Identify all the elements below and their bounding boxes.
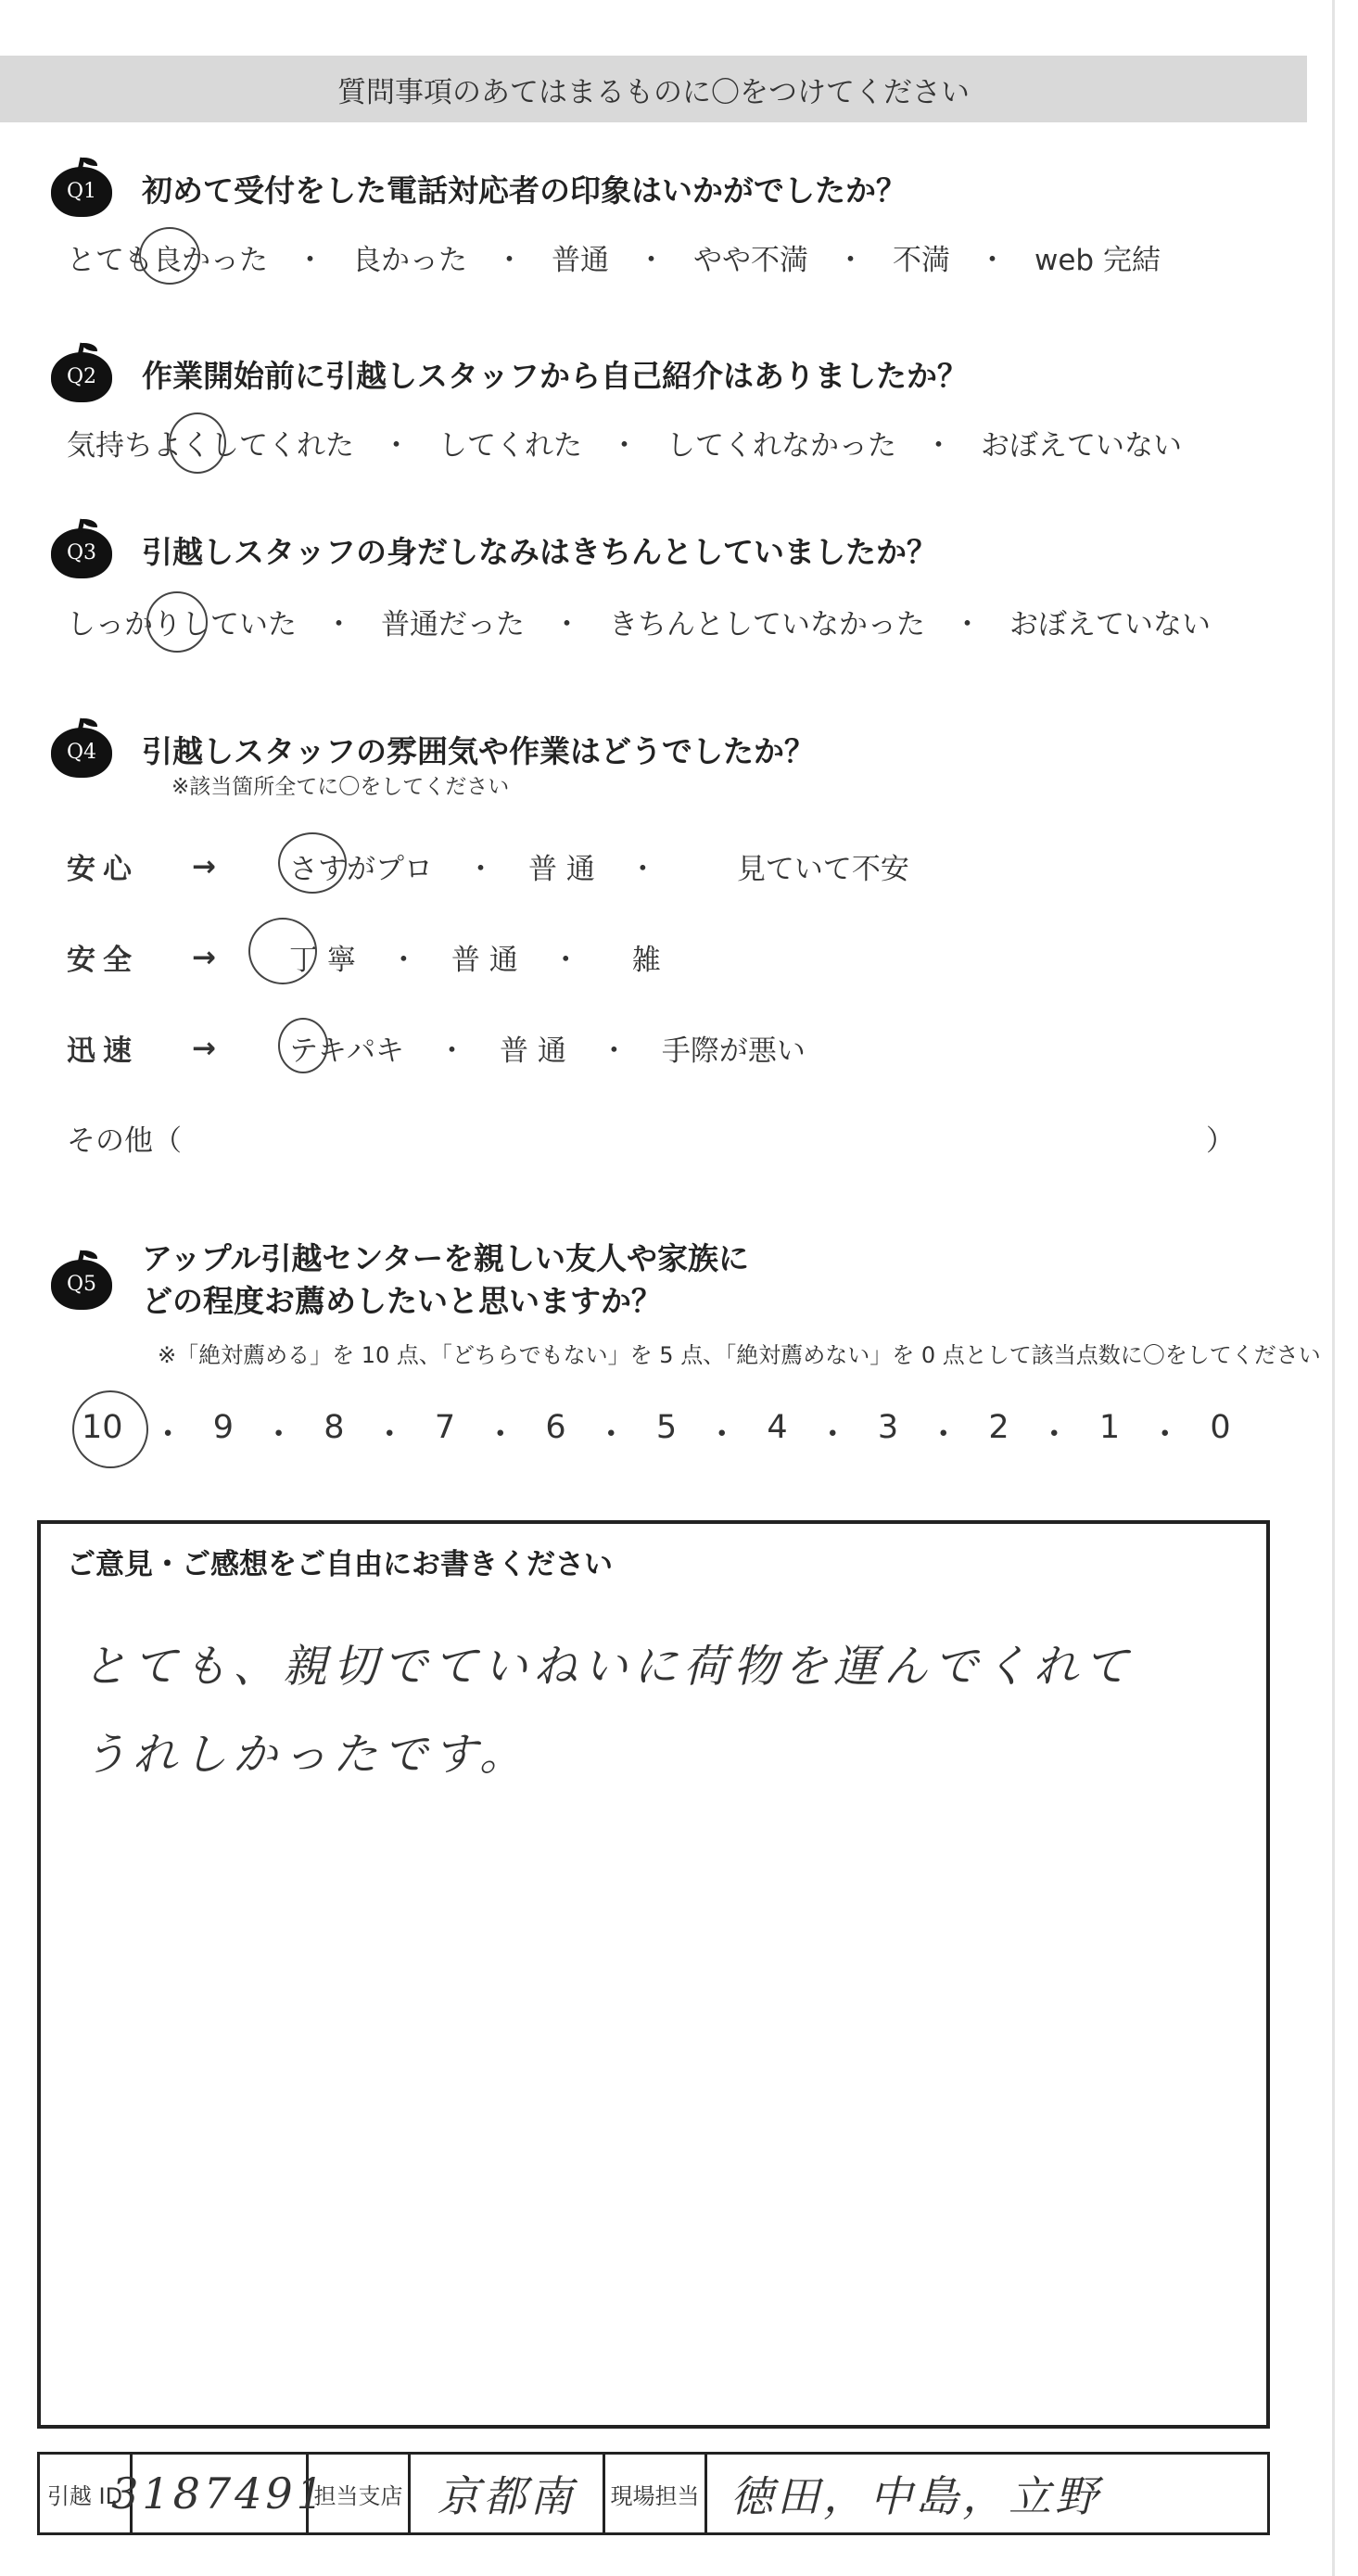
option[interactable]: 手際が悪い [661,1034,806,1068]
apple-badge-icon: Q3 [51,519,112,580]
question-line-1: アップル引越センターを親しい友人や家族に [142,1240,750,1276]
question-text [142,1237,749,1323]
question-text: 引越しスタッフの雰囲気や作業はどうでしたか？ [142,732,815,769]
option[interactable]: 雑 [631,944,661,977]
move-id-value: 3187491 [111,2468,327,2519]
option[interactable]: 気持ちよくしてくれた [67,429,354,463]
selection-circle [248,918,317,984]
selection-circle [146,591,208,653]
question-line-2: どの程度お薦めしたいと思いますか？ [142,1283,662,1319]
question-q1 [51,158,907,219]
option[interactable]: とても良かった [67,244,268,277]
page-edge [1332,0,1335,2576]
option[interactable]: 普通 [552,244,609,277]
arrow-icon: → [192,1031,216,1065]
option[interactable]: 普 通 [500,1034,566,1068]
score-option[interactable]: 2 [988,1409,1009,1446]
q2-options: 気持ちよくしてくれた ・ してくれた ・ してくれなかった ・ おぼえていない [67,422,1182,463]
q1-options: とても良かった ・ 良かった ・ 普通 ・ やや不満 ・ 不満 ・ web 完結 [67,236,1161,278]
branch-label: 担当支店 [313,2482,403,2509]
score-scale: 10 ・ 9 ・ 8 ・ 7 ・ 6 ・ 5 ・ 4 ・ 3 ・ 2 ・ 1 ・ 0 [82,1409,1231,1453]
q5-note: ※「絶対薦める」を 10 点、「どちらでもない」を 5 点、「絶対薦めない」を 0 点として該当点数に〇をしてください [158,1342,1321,1368]
option[interactable]: してくれなかった [666,429,896,463]
row-label: 安心 [67,853,139,886]
q4-row-anshin: 安心 → さすがプロ ・ 普 通 ・ 見ていて不安 [67,845,909,887]
comment-title: ご意見・ご感想をご自由にお書きください [67,1548,613,1581]
option[interactable]: 丁 寧 [289,944,356,977]
staff-label: 現場担当 [610,2482,700,2509]
score-option[interactable]: 4 [767,1409,788,1446]
other-close: ） [1206,1124,1235,1158]
selection-circle [278,832,347,894]
score-option[interactable]: 9 [212,1409,235,1446]
q3-options: しっかりしていた ・ 普通だった ・ きちんとしていなかった ・ おぼえていない [67,601,1211,642]
question-text: 初めて受付をした電話対応者の印象はいかがでしたか？ [142,171,907,209]
option[interactable]: 良かった [352,244,467,277]
score-option[interactable]: 10 [82,1409,123,1446]
question-text: 作業開始前に引越しスタッフから自己紹介はありましたか？ [142,357,968,394]
score-option[interactable]: 0 [1210,1409,1231,1446]
option[interactable]: 不満 [893,244,950,277]
footer-table [37,2452,1270,2535]
arrow-icon: → [192,849,216,883]
option[interactable]: さすがプロ [289,853,433,886]
other-label: その他（ [67,1124,182,1158]
q4-row-anzen: 安全 → 丁 寧 ・ 普 通 ・ 雑 [67,936,661,978]
option[interactable]: テキパキ [289,1034,404,1068]
option[interactable]: 普 通 [528,853,595,886]
branch-value: 京都南 [437,2471,577,2521]
comment-line-1: とても、親切でていねいに荷物を運んでくれて [82,1641,1135,1693]
arrow-icon: → [192,940,216,974]
row-label: 迅速 [67,1034,139,1068]
option[interactable]: やや不満 [693,244,808,277]
move-id-label: 引越 ID [46,2482,123,2509]
option[interactable]: しっかりしていた [67,608,297,641]
selection-circle [169,412,226,474]
score-option[interactable]: 3 [877,1409,899,1446]
score-option[interactable]: 7 [434,1409,456,1446]
question-q3 [51,519,937,580]
q4-note: ※該当箇所全てに〇をしてください [171,775,510,799]
option[interactable]: おぼえていない [981,429,1182,463]
staff-value: 徳田，中島，立野 [730,2471,1101,2521]
selection-circle [72,1390,148,1468]
score-option[interactable]: 8 [324,1409,345,1446]
option[interactable]: 普 通 [451,944,518,977]
option[interactable]: 見ていて不安 [736,853,909,886]
selection-circle [139,227,200,285]
instruction-header [0,56,1307,122]
score-option[interactable]: 6 [545,1409,566,1446]
option[interactable]: 普通だった [381,608,525,641]
row-label: 安全 [67,944,139,977]
comment-line-2: うれしかったです。 [82,1729,530,1781]
comment-box[interactable] [37,1520,1270,2429]
option[interactable]: web 完結 [1034,244,1161,277]
question-q2 [51,343,968,404]
q4-other-field[interactable] [67,1117,1235,1159]
question-text: 引越しスタッフの身だしなみはきちんとしていましたか？ [142,533,937,570]
option[interactable]: してくれた [438,429,582,463]
selection-circle [278,1018,328,1073]
score-option[interactable]: 1 [1098,1409,1121,1446]
apple-badge-icon: Q2 [51,343,112,404]
apple-badge-icon: Q5 [51,1250,112,1312]
option[interactable]: おぼえていない [1009,608,1211,641]
question-q5 [51,1237,749,1323]
score-option[interactable]: 5 [655,1409,678,1446]
apple-badge-icon: Q4 [51,718,112,780]
apple-badge-icon: Q1 [51,158,112,219]
instruction-text: 質問事項のあてはまるものに〇をつけてください [337,75,970,109]
q4-row-jinsoku: 迅速 → テキパキ ・ 普 通 ・ 手際が悪い [67,1027,806,1069]
option[interactable]: きちんとしていなかった [609,608,925,641]
